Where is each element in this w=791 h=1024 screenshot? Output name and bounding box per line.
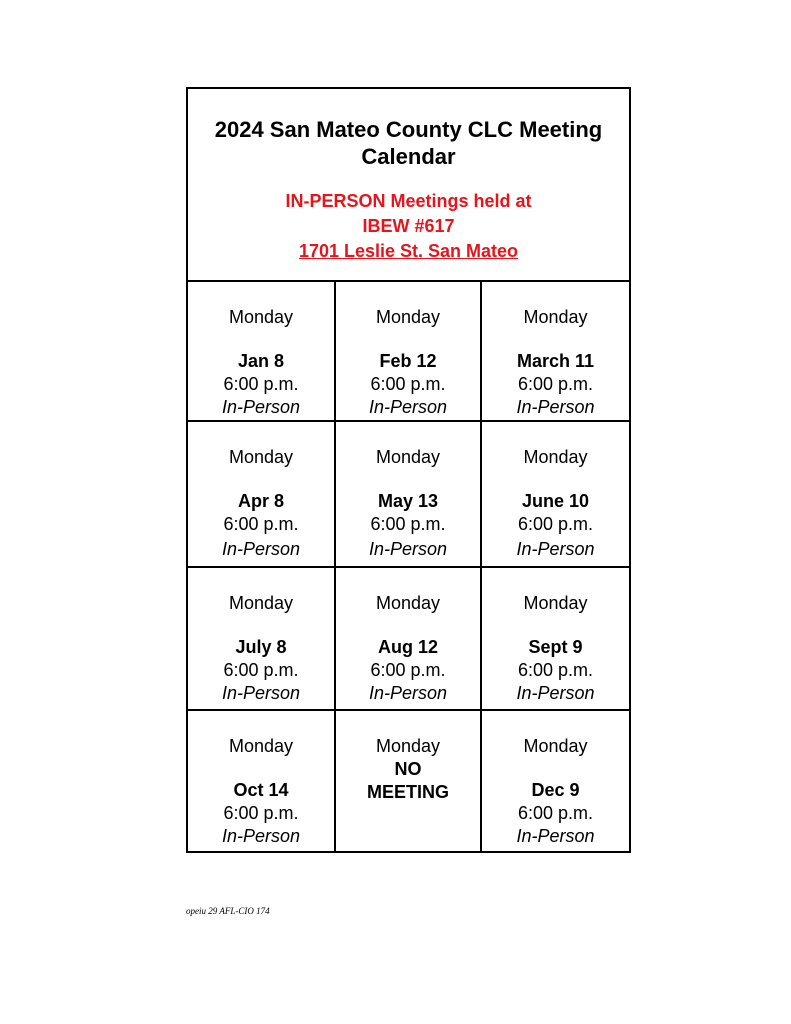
meeting-date: Feb 12 [379, 351, 437, 371]
meeting-cell-jun [482, 422, 629, 568]
meeting-day: Monday [228, 447, 294, 467]
meeting-mode: In-Person [368, 397, 448, 417]
meeting-mode: In-Person [516, 539, 595, 559]
union-footer: opeiu 29 AFL-CIO 174 [186, 906, 270, 916]
meeting-day: Monday [375, 447, 441, 467]
meeting-mode: In-Person [516, 826, 595, 846]
no-meeting-label: MEETING [366, 782, 449, 802]
meeting-date: March 11 [516, 351, 595, 371]
meeting-day: Monday [523, 593, 588, 613]
venue-info [188, 189, 629, 264]
meeting-cell-sep [482, 568, 629, 711]
meeting-cell-aug [336, 568, 482, 711]
meeting-day: Monday [523, 736, 588, 756]
meeting-grid [188, 282, 629, 851]
meeting-cell-nov [336, 711, 482, 851]
calendar-title: 2024 San Mateo County CLC Meeting Calendar [214, 117, 603, 169]
meeting-time: 6:00 p.m. [370, 374, 446, 394]
meeting-mode: In-Person [221, 397, 301, 417]
meeting-time: 6:00 p.m. [370, 514, 446, 534]
meeting-mode: In-Person [516, 683, 595, 703]
no-meeting-label: NO [394, 759, 422, 779]
meeting-mode: In-Person [221, 683, 301, 703]
meeting-time: 6:00 p.m. [223, 374, 299, 394]
meeting-day: Monday [228, 593, 294, 613]
meeting-mode: In-Person [368, 539, 448, 559]
meeting-date: Oct 14 [233, 780, 289, 800]
meeting-time: 6:00 p.m. [517, 803, 594, 823]
meeting-cell-apr [188, 422, 336, 568]
meeting-day: Monday [523, 307, 588, 327]
meeting-day: Monday [523, 447, 588, 467]
meeting-mode: In-Person [516, 397, 595, 417]
meeting-day: Monday [228, 736, 294, 756]
meeting-date: June 10 [521, 491, 590, 511]
calendar-header [188, 89, 629, 282]
meeting-date: Apr 8 [237, 491, 284, 511]
venue-address: 1701 Leslie St. San Mateo [298, 241, 519, 261]
meeting-cell-jan [188, 282, 336, 422]
meeting-time: 6:00 p.m. [517, 514, 594, 534]
meeting-date: Dec 9 [531, 780, 580, 800]
meeting-cell-feb [336, 282, 482, 422]
meeting-calendar-table [186, 87, 631, 853]
meeting-time: 6:00 p.m. [223, 514, 299, 534]
meeting-cell-oct [188, 711, 336, 851]
meeting-time: 6:00 p.m. [517, 660, 594, 680]
meeting-time: 6:00 p.m. [223, 803, 299, 823]
meeting-date: Aug 12 [377, 637, 438, 657]
meeting-cell-may [336, 422, 482, 568]
meeting-mode: In-Person [221, 826, 301, 846]
venue-line-1: IN-PERSON Meetings held at [285, 191, 532, 211]
venue-line-2: IBEW #617 [362, 216, 455, 236]
meeting-mode: In-Person [368, 683, 448, 703]
meeting-cell-mar [482, 282, 629, 422]
meeting-day: Monday [228, 307, 294, 327]
meeting-date: Jan 8 [237, 351, 285, 371]
meeting-date: May 13 [377, 491, 439, 511]
meeting-day: Monday [375, 307, 441, 327]
meeting-time: 6:00 p.m. [223, 660, 299, 680]
meeting-cell-jul [188, 568, 336, 711]
meeting-time: 6:00 p.m. [370, 660, 446, 680]
meeting-date: July 8 [235, 637, 287, 657]
meeting-date: Sept 9 [528, 637, 583, 657]
meeting-time: 6:00 p.m. [517, 374, 594, 394]
meeting-mode: In-Person [221, 539, 301, 559]
meeting-cell-dec [482, 711, 629, 851]
meeting-day: Monday [375, 736, 441, 756]
meeting-day: Monday [375, 593, 441, 613]
